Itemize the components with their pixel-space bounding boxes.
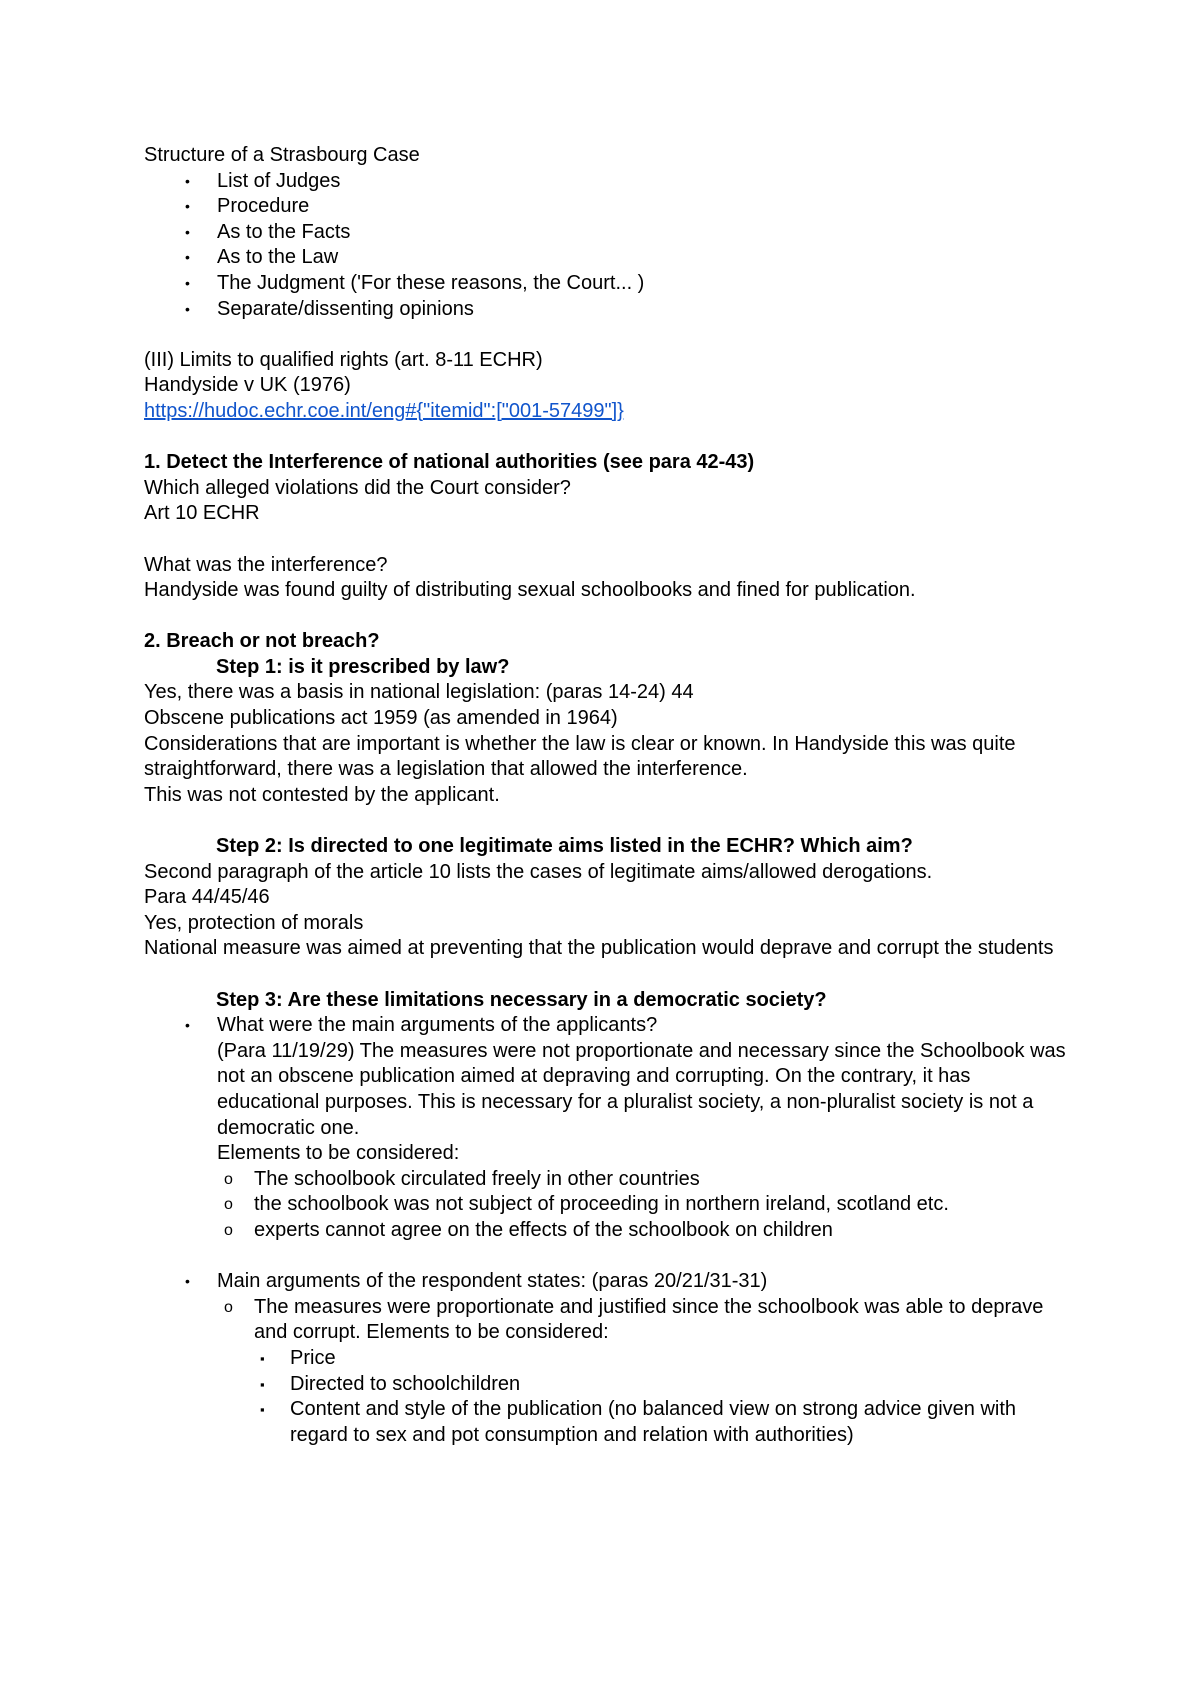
respondent-elements-list (217, 1346, 1074, 1448)
case-name: Handyside v UK (1976) (144, 374, 351, 397)
list-item: • Procedure (144, 194, 1074, 220)
section1-answer2: Handyside was found guilty of distributing sexual schoolbooks and fined for publication. (144, 579, 916, 602)
bullet-icon: • (185, 300, 190, 317)
applicants-question: What were the main arguments of the applicants? (217, 1014, 658, 1037)
step3-title: Step 3: Are these limitations necessary in a democratic society? (216, 988, 827, 1011)
step2-line: Yes, protection of morals (144, 911, 364, 934)
square-bullet-icon: ▪ (260, 1350, 265, 1366)
list-item: o the schoolbook was not subject of proceeding in northern ireland, scotland etc. (217, 1192, 1074, 1218)
applicants-text: (Para 11/19/29) The measures were not proportionate and necessary since the Schoolbook was not an obscene publication aimed at depraving and corrupting. On the contrary, it has educational purposes. This is necessary for a pluralist society, a non-pluralist society is not a democratic one. (217, 1039, 1066, 1139)
applicants-elements-list (217, 1167, 1074, 1244)
bullet-icon: • (185, 274, 190, 291)
respondent-title: Main arguments of the respondent states: (paras 20/21/31-31) (217, 1270, 768, 1293)
list-item: • As to the Facts (144, 220, 1074, 246)
step1-line: Yes, there was a basis in national legislation: (paras 14-24) 44 (144, 681, 694, 704)
document-heading: Structure of a Strasbourg Case (144, 144, 420, 166)
list-item (217, 1295, 1074, 1449)
circle-bullet-icon: o (224, 1170, 233, 1188)
step1-line: This was not contested by the applicant. (144, 783, 500, 806)
bullet-icon: • (185, 172, 190, 189)
circle-bullet-icon: o (224, 1196, 233, 1214)
hudoc-link[interactable]: https://hudoc.echr.coe.int/eng#{"itemid":["001-57499"]} (144, 399, 624, 422)
list-item: o The schoolbook circulated freely in other countries (217, 1167, 1074, 1193)
applicants-elements-label: Elements to be considered: (217, 1142, 460, 1165)
section1-question2: What was the interference? (144, 553, 388, 576)
step2-line: Second paragraph of the article 10 lists the cases of legitimate aims/allowed derogations. (144, 860, 933, 883)
square-bullet-icon: ▪ (260, 1376, 265, 1392)
bullet-icon: • (185, 1017, 190, 1034)
list-item: ▪ Directed to schoolchildren (217, 1372, 1074, 1398)
bullet-icon: • (185, 198, 190, 215)
list-item: • List of Judges (144, 169, 1074, 195)
section1-answer1: Art 10 ECHR (144, 502, 260, 525)
step2-title: Step 2: Is directed to one legitimate aims listed in the ECHR? Which aim? (216, 835, 913, 858)
step1-line: Obscene publications act 1959 (as amended in 1964) (144, 707, 618, 730)
step3-list (144, 1013, 1074, 1448)
bullet-icon: • (185, 249, 190, 266)
list-item: • The Judgment ('For these reasons, the Court... ) (144, 271, 1074, 297)
limits-title: (III) Limits to qualified rights (art. 8-11 ECHR) (144, 348, 543, 371)
list-item: • As to the Law (144, 245, 1074, 271)
bullet-icon: • (185, 1273, 190, 1290)
section1-title: 1. Detect the Interference of national authorities (see para 42-43) (144, 451, 755, 474)
square-bullet-icon: ▪ (260, 1402, 265, 1418)
respondent-list (217, 1295, 1074, 1449)
step1-title: Step 1: is it prescribed by law? (216, 655, 510, 678)
structure-list (144, 169, 1074, 323)
step1-paragraph: Considerations that are important is whether the law is clear or known. In Handyside this was quite straightforward, there was a legislation that allowed the interference. (144, 732, 1016, 781)
list-item: • Separate/dissenting opinions (144, 297, 1074, 323)
respondent-text: The measures were proportionate and justified since the schoolbook was able to deprave and corrupt. Elements to be considered: (254, 1295, 1044, 1344)
list-item: o experts cannot agree on the effects of the schoolbook on children (217, 1218, 1074, 1244)
list-item: ▪ Content and style of the publication (no balanced view on strong advice given with regard to sex and pot consumption and relation with authorities) (260, 1398, 1017, 1446)
list-item (144, 1013, 1074, 1269)
section1-question1: Which alleged violations did the Court consider? (144, 476, 571, 499)
circle-bullet-icon: o (224, 1298, 233, 1316)
document-page (144, 143, 1074, 1448)
section2-title: 2. Breach or not breach? (144, 630, 380, 653)
list-item: ▪ Price (217, 1346, 1074, 1372)
case-link-line (144, 399, 1074, 425)
list-item (144, 1269, 1074, 1448)
bullet-icon: • (185, 223, 190, 240)
step2-paragraph: National measure was aimed at preventing that the publication would deprave and corrupt the students (144, 937, 1054, 960)
step2-line: Para 44/45/46 (144, 886, 270, 909)
circle-bullet-icon: o (224, 1221, 233, 1239)
